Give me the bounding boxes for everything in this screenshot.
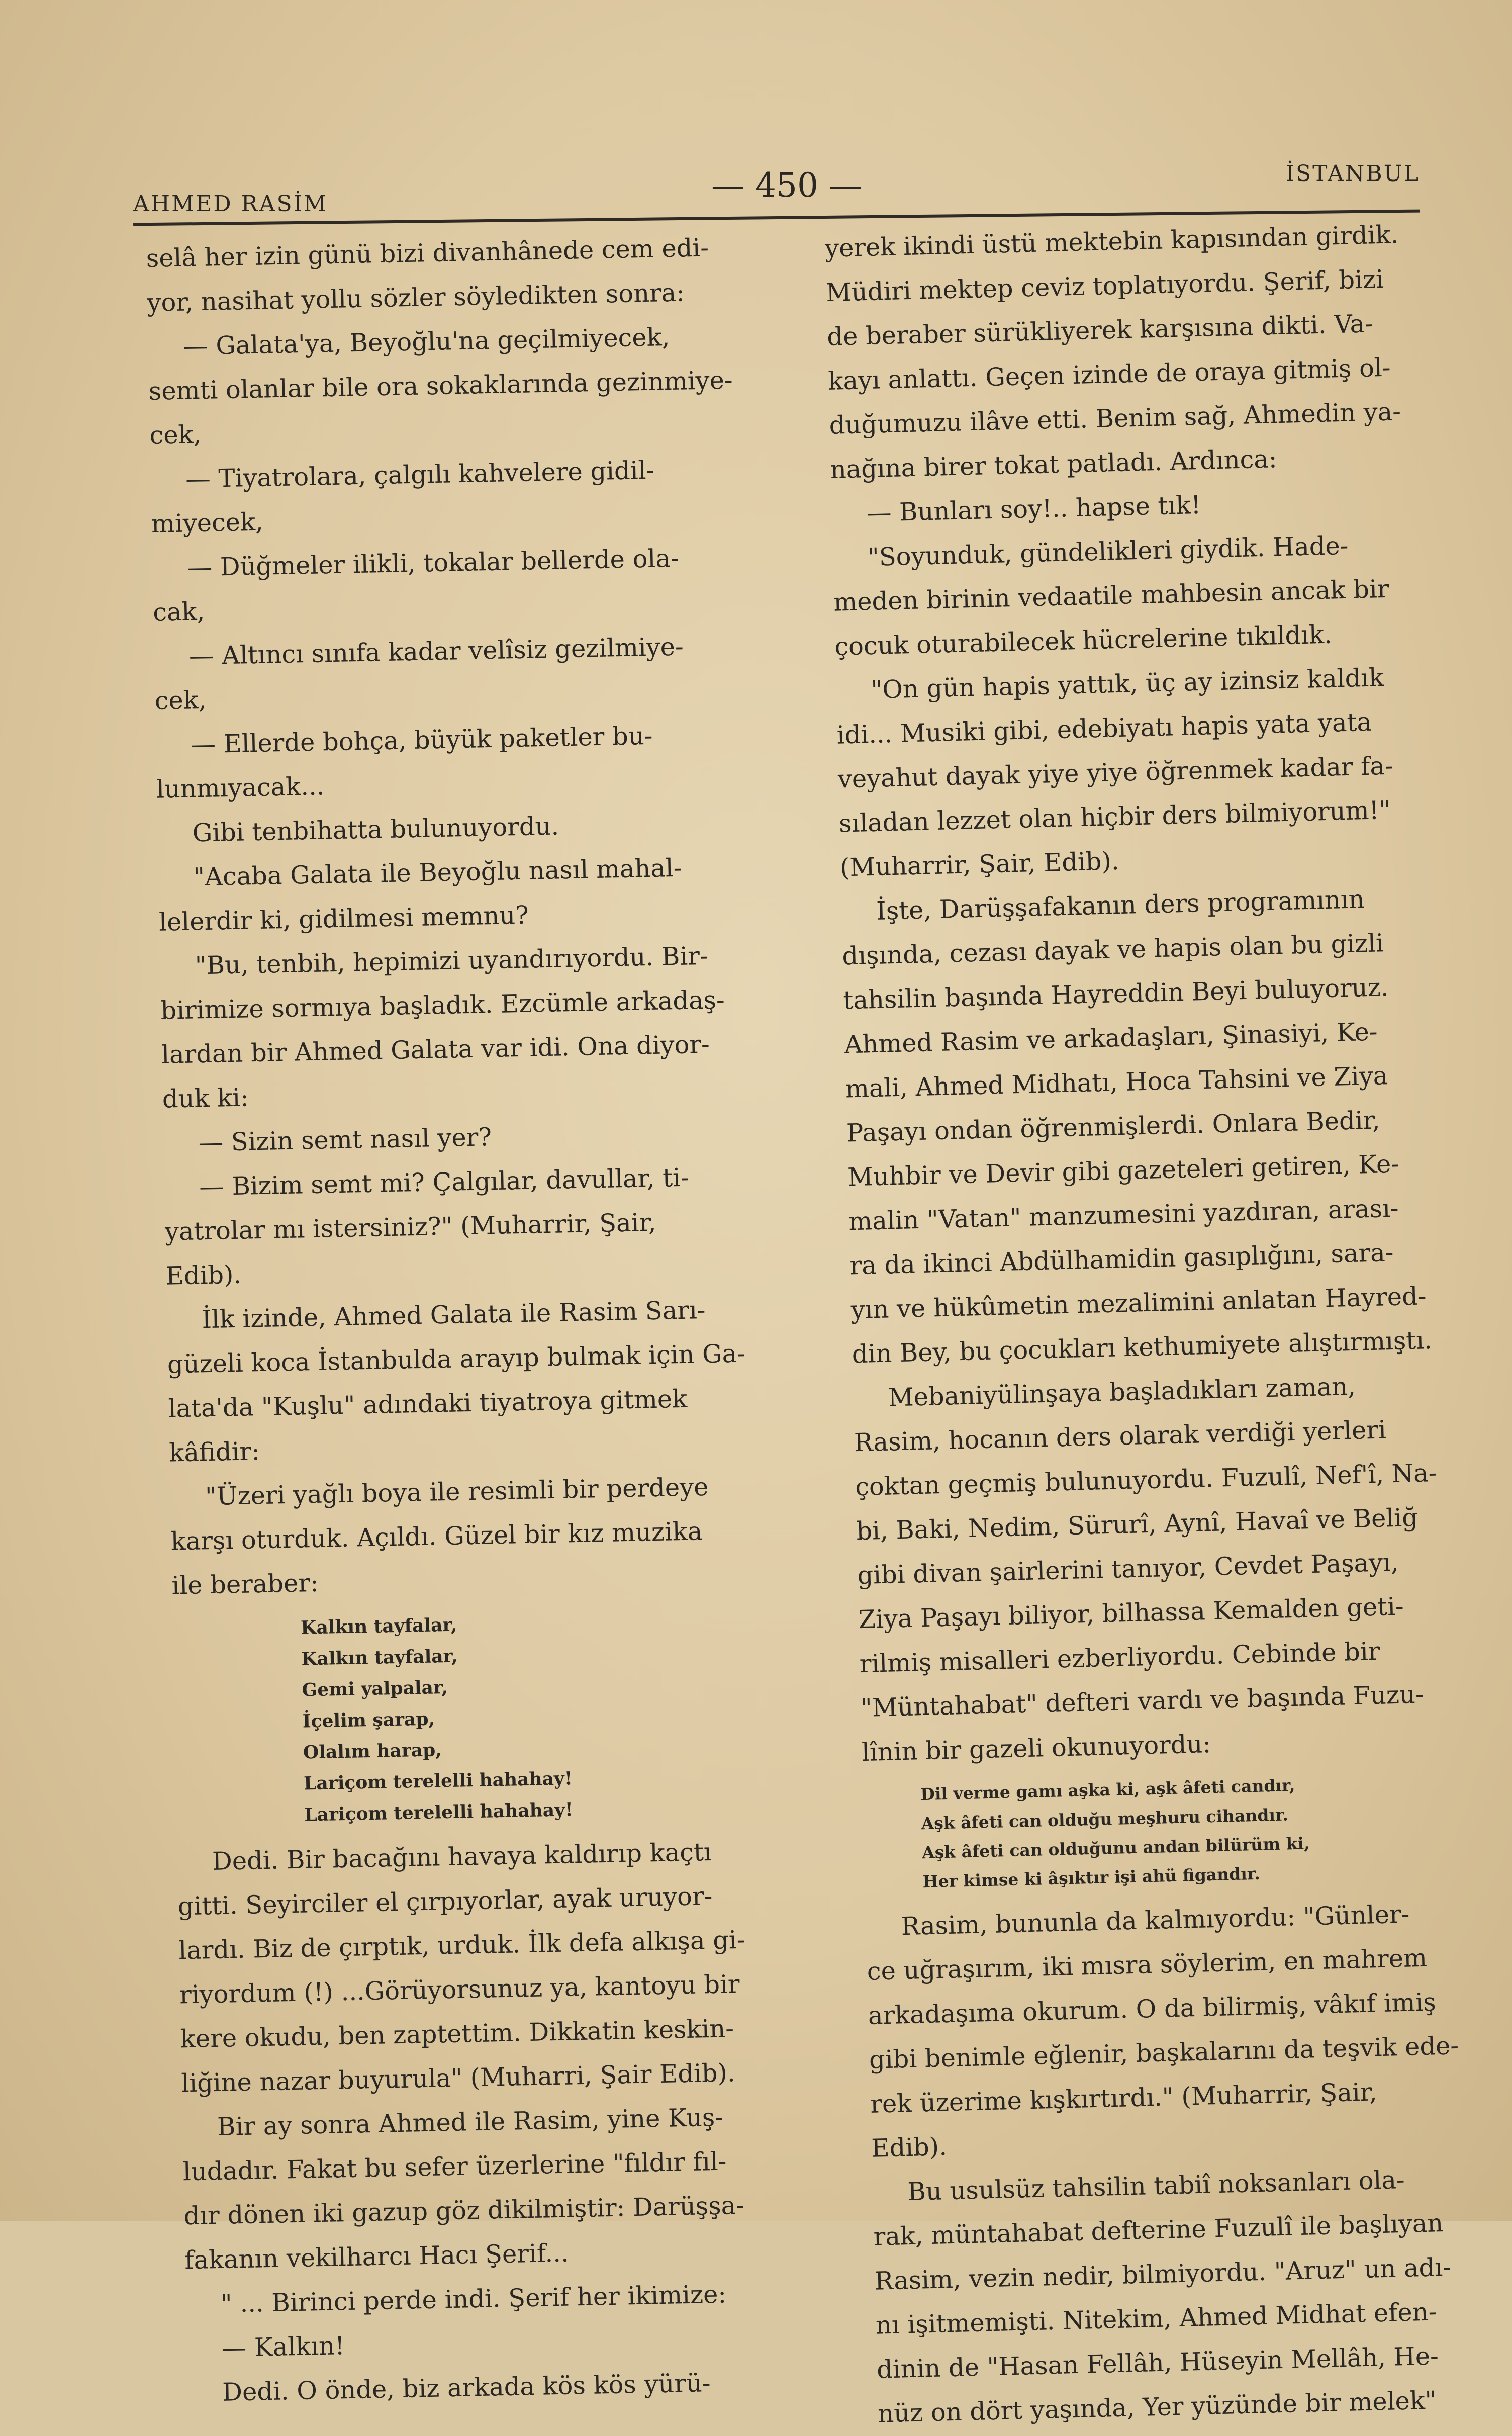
text-line: İşte, Darüşşafakanın ders programının — [876, 884, 1365, 926]
text-line: Paşayı ondan öğrenmişlerdi. Onlara Bedir, — [846, 1105, 1381, 1148]
text-line: rak, müntahabat defterine Fuzulî ile başlıyan — [873, 2208, 1444, 2251]
verse-line: Kalkın tayfalar, — [300, 1614, 457, 1639]
text-line: lata'da "Kuşlu" adındaki tiyatroya gitmek — [168, 1384, 688, 1423]
verse-line: Her kimse ki âşıktır işi ahü figandır. — [922, 1863, 1261, 1892]
text-line: yın ve hükûmetin mezalimini anlatan Hayred- — [850, 1281, 1427, 1325]
text-line: Rasim, hocanın ders olarak verdiği yerleri — [854, 1415, 1387, 1458]
text-line: Ziya Paşayı biliyor, bilhassa Kemalden geti- — [858, 1591, 1404, 1635]
text-line: selâ her izin günü bizi divanhânede cem edi- — [146, 233, 709, 273]
text-line: lardı. Biz de çırptık, urduk. İlk defa alkışa gi- — [178, 1925, 745, 1965]
text-line: din Bey, bu çocukları kethumiyete alıştırmıştı. — [852, 1325, 1433, 1369]
text-line: — Ellerde bohça, büyük paketler bu- — [190, 720, 653, 759]
text-line: lardan bir Ahmed Galata var idi. Ona diyor- — [161, 1029, 710, 1069]
text-line: dinin de "Hasan Fellâh, Hüseyin Mellâh, He- — [876, 2341, 1439, 2384]
text-line: sıladan lezzet olan hiçbir ders bilmiyorum!" — [838, 795, 1391, 838]
text-line: gibi divan şairlerini tanıyor, Cevdet Paşayı, — [857, 1547, 1399, 1590]
text-line: ra da ikinci Abdülhamidin gasıplığını, sara- — [849, 1237, 1394, 1281]
text-line: lunmıyacak... — [156, 771, 325, 804]
text-line: malin "Vatan" manzumesini yazdıran, arası- — [848, 1193, 1399, 1236]
text-line: "Soyunduk, gündelikleri giydik. Hade- — [867, 530, 1349, 572]
text-line: "On gün hapis yattık, üç ay izinsiz kaldık — [870, 663, 1384, 705]
text-line: Rasim, vezin nedir, bilmiyordu. "Aruz" un adı- — [874, 2252, 1452, 2296]
text-line: güzeli koca İstanbulda arayıp bulmak için Ga- — [167, 1338, 746, 1379]
header-book-title: İSTANBUL — [1285, 161, 1420, 187]
text-line: liğine nazar buyurula" (Muharri, Şair Edib). — [180, 2058, 736, 2098]
right-lines — [824, 211, 1485, 1774]
right-verse — [863, 1766, 1488, 1898]
text-line: gibi benimle eğlenir, başkalarını da teşvik ede- — [869, 2031, 1459, 2074]
right-lines-after — [866, 1890, 1501, 2436]
text-line: Edib). — [165, 1259, 242, 1291]
text-line: lînin bir gazeli okunuyordu: — [861, 1729, 1211, 1767]
text-line: lelerdir ki, gidilmesi memnu? — [158, 900, 529, 937]
text-line: Ahmed Rasim ve arkadaşları, Şinasiyi, Ke- — [844, 1017, 1378, 1059]
text-line: bi, Baki, Nedim, Sürurî, Aynî, Havaî ve Beliğ — [856, 1502, 1419, 1546]
text-line: mali, Ahmed Midhatı, Hoca Tahsini ve Ziya — [845, 1061, 1388, 1104]
text-line: — Düğmeler ilikli, tokalar bellerde ola- — [187, 543, 680, 582]
text-line: miyecek, — [151, 507, 264, 538]
text-line: duğumuzu ilâve etti. Benim sağ, Ahmedin ya- — [828, 397, 1401, 440]
left-column — [146, 224, 811, 2415]
text-line: — Galata'ya, Beyoğlu'na geçilmiyecek, — [182, 322, 670, 361]
page-number: — 450 — — [711, 166, 862, 205]
text-line: "Üzeri yağlı boya ile resimli bir perdeye — [205, 1472, 709, 1511]
text-line: cek, — [154, 685, 207, 715]
text-line: fakanın vekilharcı Hacı Şerif... — [184, 2238, 570, 2275]
text-line: Rasim, bununla da kalmıyordu: "Günler- — [900, 1899, 1410, 1941]
text-line: Bu usulsüz tahsilin tabiî noksanları ola- — [907, 2164, 1405, 2207]
text-line: ludadır. Fakat bu sefer üzerlerine "fıldır fıl- — [182, 2146, 727, 2187]
text-line: çocuk oturabilecek hücrelerine tıkıldık. — [834, 619, 1333, 661]
text-line: birimize sormıya başladık. Ezcümle arkadaş- — [160, 985, 725, 1025]
text-line: Müdiri mektep ceviz toplatıyordu. Şerif, bizi — [825, 264, 1384, 307]
text-line: — Altıncı sınıfa kadar velîsiz gezilmiye- — [188, 631, 684, 671]
text-line: kâfidir: — [168, 1436, 260, 1468]
text-line: rek üzerime kışkırtırdı." (Muharrir, Şair, — [870, 2077, 1378, 2119]
text-line: Mebaniyülinşaya başladıkları zaman, — [888, 1371, 1356, 1412]
verse-line: Dil verme gamı aşka ki, aşk âfeti candır, — [920, 1775, 1295, 1805]
verse-line: Lariçom terelelli hahahay! — [304, 1799, 574, 1826]
text-line: veyahut dayak yiye yiye öğrenmek kadar fa- — [837, 751, 1394, 794]
text-line: karşı oturduk. Açıldı. Güzel bir kız muzika — [170, 1516, 703, 1556]
verse-line: Aşk âfeti can olduğu meşhuru cihandır. — [921, 1805, 1289, 1834]
text-line: Muhbir ve Devir gibi gazeteleri getiren, Ke- — [847, 1149, 1400, 1192]
text-line: yerek ikindi üstü mektebin kapısından girdik. — [824, 220, 1399, 263]
text-line: nağına birer tokat patladı. Ardınca: — [830, 444, 1278, 484]
text-line: idi... Musiki gibi, edebiyatı hapis yata yata — [836, 707, 1372, 750]
text-line: — Tiyatrolara, çalgılı kahvelere gidil- — [185, 455, 655, 494]
text-line: çoktan geçmiş bulunuyordu. Fuzulî, Nef'î, Na- — [855, 1458, 1437, 1502]
text-line: — Sizin semt nasıl yer? — [198, 1122, 492, 1157]
text-line: Dedi. Bir bacağını havaya kaldırıp kaçtı — [212, 1837, 712, 1876]
text-line: İlk izinde, Ahmed Galata ile Rasim Sarı- — [201, 1295, 706, 1334]
text-line: Gibi tenbihatta bulunuyordu. — [192, 811, 559, 848]
verse-line: Lariçom terelelli hahahay! — [303, 1768, 573, 1794]
text-line: nüz on dört yaşında, Yer yüzünde bir melek" — [877, 2385, 1437, 2428]
text-line: yatrolar mı istersiniz?" (Muharrir, Şair, — [164, 1207, 656, 1246]
left-lines-after — [176, 1828, 811, 2415]
text-line: kayı anlattı. Geçen izinde de oraya gitmiş ol- — [827, 352, 1391, 396]
text-line: tahsilin başında Hayreddin Beyi buluyoruz. — [842, 972, 1389, 1015]
verse-line: İçelim şarap, — [302, 1708, 435, 1732]
header-author: AHMED RASİM — [133, 191, 328, 217]
text-line: gitti. Seyirciler el çırpıyorlar, ayak uruyor- — [177, 1881, 713, 1921]
text-line: cak, — [152, 596, 205, 627]
text-line: — Bizim semt mi? Çalgılar, davullar, ti- — [199, 1162, 690, 1202]
text-line: ce uğraşırım, iki mısra söylerim, en mahrem — [867, 1943, 1428, 1986]
verse-line: Kalkın tayfalar, — [301, 1645, 458, 1670]
text-line: Dedi. O önde, biz arkada kös kös yürü- — [222, 2368, 711, 2407]
verse-line: Aşk âfeti can olduğunu andan bilürüm ki, — [921, 1833, 1310, 1863]
text-line: Bir ay sonra Ahmed ile Rasim, yine Kuş- — [217, 2102, 724, 2141]
text-line: — Kalkın! — [221, 2331, 345, 2363]
left-verse — [172, 1603, 800, 1833]
text-line: dır dönen iki gazup göz dikilmiştir: Darüşşa- — [183, 2190, 745, 2231]
text-line: (Muharrir, Şair, Edib). — [839, 846, 1120, 882]
text-line: riyordum (!) ...Görüyorsunuz ya, kantoyu bir — [179, 1969, 740, 2010]
text-line: de beraber sürükliyerek karşısına dikti. Va- — [826, 309, 1374, 351]
text-line: semti olanlar bile ora sokaklarında gezinmiye- — [148, 365, 733, 406]
text-line: kere okudu, ben zaptettim. Dikkatin keskin- — [180, 2014, 734, 2054]
text-line: duk ki: — [162, 1082, 249, 1114]
text-line: "Acaba Galata ile Beyoğlu nasıl mahal- — [193, 853, 682, 892]
text-line: dışında, cezası dayak ve hapis olan bu gizli — [841, 928, 1384, 971]
text-line: cek, — [149, 419, 202, 450]
text-line: ile beraber: — [171, 1568, 319, 1600]
text-line: yor, nasihat yollu sözler söyledikten sonra: — [146, 278, 685, 317]
running-header — [133, 151, 1420, 221]
verse-line: Gemi yalpalar, — [302, 1677, 448, 1701]
text-line: "Bu, tenbih, hepimizi uyandırıyordu. Bir- — [195, 941, 709, 980]
left-lines — [146, 224, 795, 1607]
text-line: meden birinin vedaatile mahbesin ancak bir — [833, 574, 1390, 617]
right-column — [824, 211, 1501, 2436]
text-line: Edib). — [871, 2132, 948, 2163]
text-line: nı işitmemişti. Nitekim, Ahmed Midhat efen- — [875, 2297, 1437, 2340]
text-line: "Müntahabat" defteri vardı ve başında Fuzu- — [860, 1679, 1425, 1723]
text-line: arkadaşıma okurum. O da bilirmiş, vâkıf imiş — [868, 1987, 1437, 2030]
verse-line: Olalım harap, — [303, 1739, 442, 1763]
text-line: — Bunları soy!.. hapse tık! — [866, 490, 1201, 528]
text-line: " ... Birinci perde indi. Şerif her ikimize: — [220, 2279, 727, 2318]
text-line: rilmiş misalleri ezberliyordu. Cebinde bir — [859, 1636, 1380, 1679]
